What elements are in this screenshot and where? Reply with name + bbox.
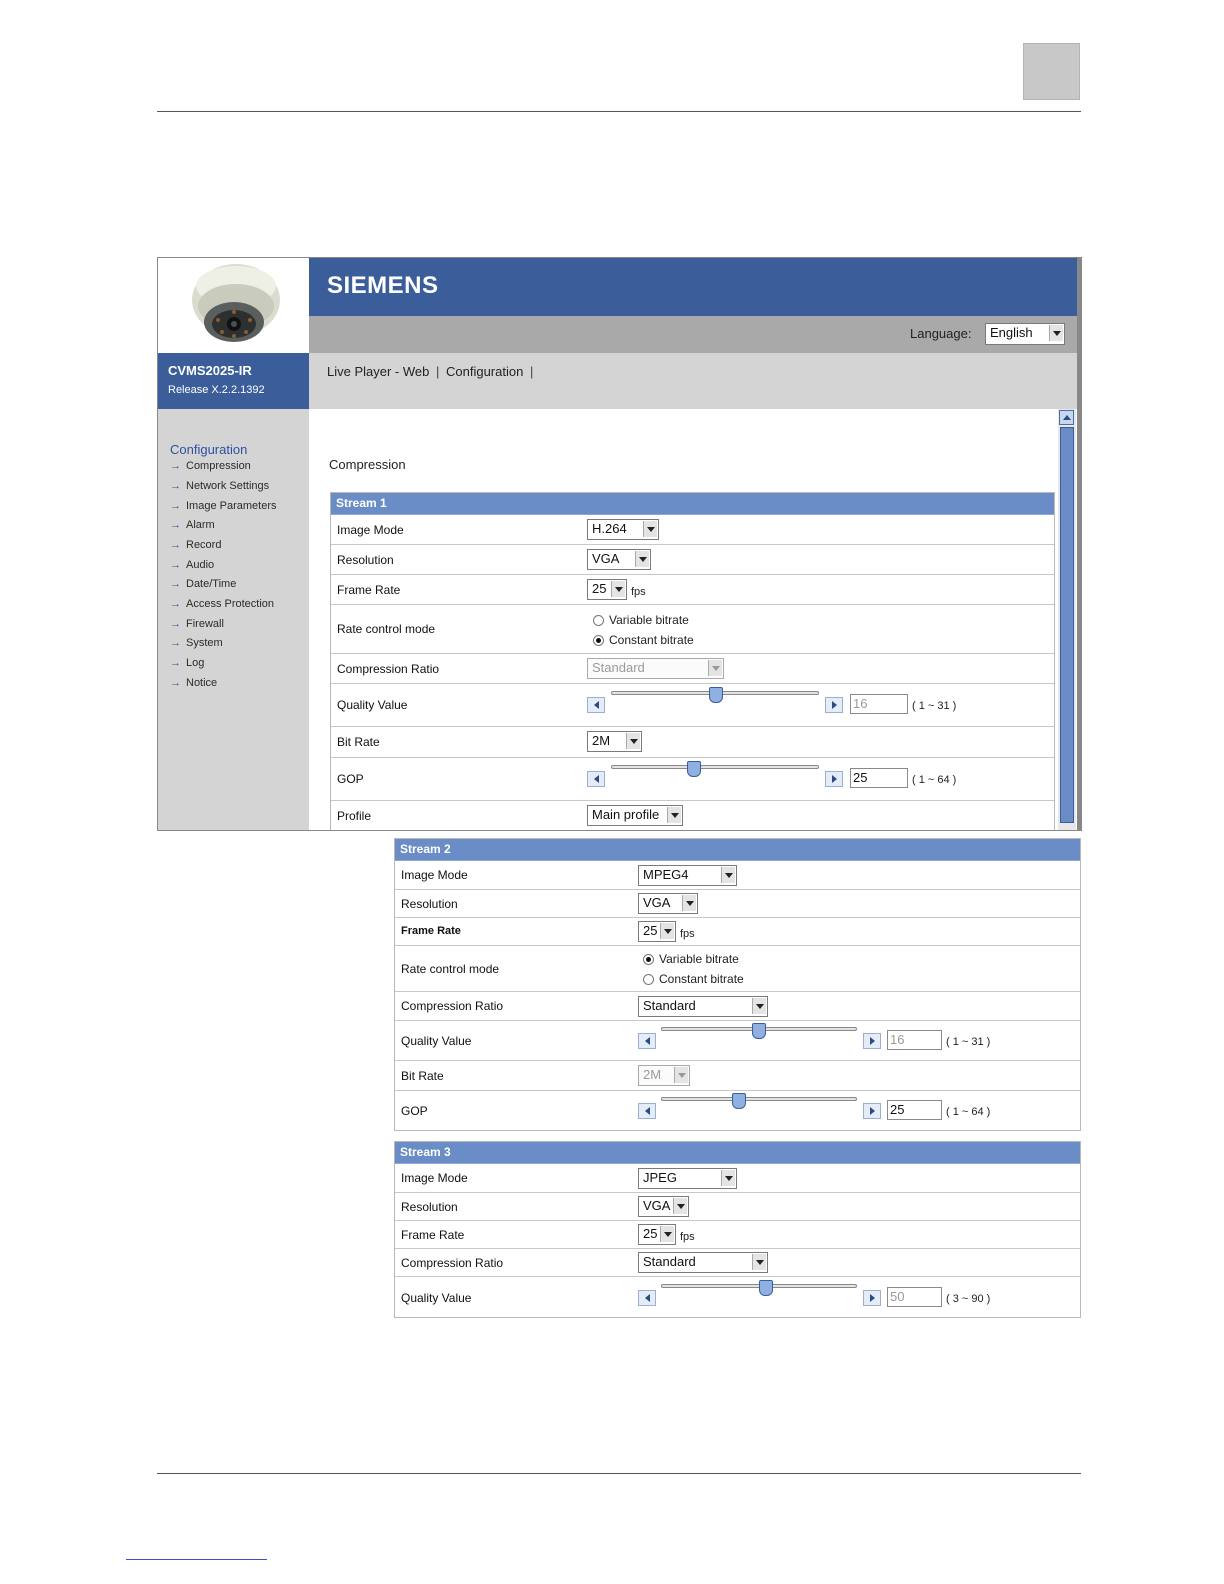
row-label: Image Mode <box>401 1171 468 1185</box>
sidebar-item-label: Firewall <box>186 618 224 630</box>
top-nav-links <box>327 364 536 379</box>
select-value: Standard <box>643 998 696 1013</box>
sidebar-item-label: Log <box>186 657 205 669</box>
quality-range: ( 3 ~ 90 ) <box>946 1293 991 1305</box>
row-label: Resolution <box>337 553 394 567</box>
fps-unit: fps <box>631 586 646 598</box>
row-label: Frame Rate <box>401 1228 465 1242</box>
sidebar-item-label: Notice <box>186 677 218 689</box>
chevron-down-icon <box>1049 325 1063 341</box>
slider-increase-button[interactable] <box>863 1103 881 1119</box>
slider-decrease-button[interactable] <box>638 1033 656 1049</box>
sidebar-item-label: System <box>186 637 223 649</box>
right-arrow-icon: → <box>170 637 181 649</box>
radio-button <box>643 954 654 965</box>
release-version: Release X.2.2.1392 <box>168 384 265 396</box>
stream2-resolution-row <box>395 890 1080 918</box>
slider-decrease-button[interactable] <box>638 1290 656 1306</box>
radio-label: Variable bitrate <box>659 952 739 966</box>
scroll-up-icon[interactable] <box>1059 410 1074 425</box>
stream1-constant-bitrate-radio[interactable] <box>593 633 694 647</box>
sidebar-item-label: Alarm <box>186 519 215 531</box>
row-label: Rate control mode <box>337 622 436 636</box>
vertical-scrollbar[interactable] <box>1058 409 1076 831</box>
nav-separator: | <box>529 364 534 379</box>
stream1-gop-input[interactable]: 25 <box>850 768 908 788</box>
chevron-down-icon <box>611 581 625 597</box>
stream3-frame-rate-select[interactable] <box>638 1224 676 1245</box>
select-value: Standard <box>643 1254 696 1269</box>
sidebar-heading[interactable]: Configuration <box>170 442 248 457</box>
device-info <box>158 353 309 409</box>
nav-live-player[interactable]: Live Player - Web <box>327 364 430 379</box>
chevron-down-icon <box>721 867 735 883</box>
stream3-image-mode-select[interactable] <box>638 1168 737 1189</box>
fps-unit: fps <box>680 1231 695 1243</box>
row-label: GOP <box>337 772 364 786</box>
select-value: 2M <box>643 1067 662 1082</box>
gop-slider-thumb[interactable] <box>687 761 701 777</box>
right-arrow-icon: → <box>170 578 181 590</box>
chevron-down-icon <box>708 660 722 676</box>
stream2-image-mode-select[interactable] <box>638 865 737 886</box>
right-arrow-icon: → <box>170 657 181 669</box>
stream2-frame-rate-row <box>395 918 1080 946</box>
stream3-resolution-select[interactable] <box>638 1196 689 1217</box>
fps-unit: fps <box>680 928 695 940</box>
footer-link-underline <box>126 1559 267 1560</box>
stream2-bit-rate-row <box>395 1061 1080 1091</box>
stream3-panel <box>394 1141 1081 1318</box>
stream3-compression-ratio-select[interactable] <box>638 1252 768 1273</box>
footer-rule <box>157 1473 1081 1474</box>
sidebar <box>158 409 309 831</box>
stream1-image-mode-select[interactable] <box>587 519 659 540</box>
row-label: Bit Rate <box>401 1069 444 1083</box>
stream1-profile-row <box>331 801 1054 831</box>
sidebar-item-image-parameters[interactable] <box>170 500 276 512</box>
language-label: Language: <box>910 326 972 341</box>
radio-label: Variable bitrate <box>609 613 689 627</box>
scrollbar-thumb[interactable] <box>1060 427 1074 823</box>
radio-button <box>643 974 654 985</box>
sidebar-item-network-settings[interactable] <box>170 480 269 492</box>
sidebar-item-label: Network Settings <box>186 480 270 492</box>
gop-range: ( 1 ~ 64 ) <box>912 774 957 786</box>
stream1-gop-row <box>331 758 1054 801</box>
stream2-rate-control-row <box>395 946 1080 992</box>
row-label: Bit Rate <box>337 735 380 749</box>
select-value: H.264 <box>592 521 627 536</box>
stream2-gop-input[interactable]: 25 <box>887 1100 942 1120</box>
select-value: 25 <box>643 923 658 938</box>
stream1-rate-control-row <box>331 605 1054 654</box>
row-label: Compression Ratio <box>401 999 504 1013</box>
stream2-image-mode-row <box>395 861 1080 890</box>
stream1-quality-input[interactable]: 16 <box>850 694 908 714</box>
stream2-title: Stream 2 <box>395 839 1080 861</box>
right-arrow-icon: → <box>170 500 181 512</box>
chevron-down-icon <box>673 1198 687 1214</box>
slider-increase-button[interactable] <box>825 771 843 787</box>
select-value: Main profile <box>592 807 660 822</box>
chevron-down-icon <box>682 895 696 911</box>
sidebar-item-log[interactable] <box>170 657 204 669</box>
right-arrow-icon: → <box>170 460 181 472</box>
sidebar-item-label: Record <box>186 539 222 551</box>
right-arrow-icon: → <box>170 480 181 492</box>
select-value: Standard <box>592 660 645 675</box>
sidebar-item-label: Compression <box>186 460 251 472</box>
stream2-variable-bitrate-radio[interactable] <box>643 952 739 966</box>
chevron-down-icon <box>721 1170 735 1186</box>
select-value: JPEG <box>643 1170 677 1185</box>
radio-button <box>593 635 604 646</box>
stream1-compression-ratio-row <box>331 654 1054 684</box>
stream3-resolution-row <box>395 1193 1080 1221</box>
dome-camera-icon <box>158 258 309 353</box>
language-bar <box>309 316 1077 353</box>
chevron-down-icon <box>752 998 766 1014</box>
sidebar-item-firewall[interactable] <box>170 618 224 630</box>
select-value: VGA <box>643 895 671 910</box>
stream1-title: Stream 1 <box>331 493 1054 515</box>
stream3-image-mode-row <box>395 1164 1080 1193</box>
quality-range: ( 1 ~ 31 ) <box>946 1036 991 1048</box>
language-select[interactable] <box>985 323 1065 345</box>
stream2-compression-ratio-select[interactable] <box>638 996 768 1017</box>
row-label: Resolution <box>401 1200 458 1214</box>
stream3-frame-rate-row <box>395 1221 1080 1249</box>
stream1-profile-select[interactable] <box>587 805 683 826</box>
sidebar-item-notice[interactable] <box>170 677 217 689</box>
right-arrow-icon: → <box>170 559 181 571</box>
slider-increase-button[interactable] <box>863 1033 881 1049</box>
camera-image-area <box>158 258 309 353</box>
header-rule <box>157 111 1081 112</box>
row-label: Frame Rate <box>401 925 461 937</box>
row-label: Quality Value <box>337 698 408 712</box>
sidebar-item-access-protection[interactable] <box>170 598 274 610</box>
nav-separator: | <box>435 364 440 379</box>
stream3-title: Stream 3 <box>395 1142 1080 1164</box>
stream1-resolution-select[interactable] <box>587 549 651 570</box>
quality-slider-thumb[interactable] <box>709 687 723 703</box>
chevron-down-icon <box>752 1254 766 1270</box>
stream3-quality-input[interactable]: 50 <box>887 1287 942 1307</box>
row-label: Frame Rate <box>337 583 401 597</box>
sidebar-item-audio[interactable] <box>170 559 214 571</box>
sidebar-item-datetime[interactable] <box>170 578 236 590</box>
language-select-value: English <box>990 325 1033 340</box>
select-value: 25 <box>643 1226 658 1241</box>
frame-edge <box>1077 258 1081 831</box>
select-value: 25 <box>592 581 607 596</box>
row-label: Profile <box>337 809 372 823</box>
stream2-gop-row <box>395 1091 1080 1131</box>
slider-increase-button[interactable] <box>863 1290 881 1306</box>
gop-slider-track[interactable] <box>661 1097 857 1101</box>
chevron-down-icon <box>626 733 640 749</box>
stream2-quality-row <box>395 1021 1080 1061</box>
main-content <box>309 409 1077 831</box>
stream2-resolution-select[interactable] <box>638 893 698 914</box>
row-label: Resolution <box>401 897 458 911</box>
stream1-frame-rate-select[interactable] <box>587 579 627 600</box>
chevron-down-icon <box>674 1067 688 1083</box>
row-label: Compression Ratio <box>337 662 440 676</box>
sidebar-item-compression[interactable] <box>170 460 251 472</box>
row-label: Quality Value <box>401 1034 472 1048</box>
chevron-down-icon <box>660 1226 674 1242</box>
nav-configuration[interactable]: Configuration <box>446 364 524 379</box>
radio-label: Constant bitrate <box>659 972 744 986</box>
row-label: Image Mode <box>401 868 468 882</box>
quality-slider-thumb[interactable] <box>759 1280 773 1296</box>
select-value: VGA <box>643 1198 671 1213</box>
stream2-panel <box>394 838 1081 1131</box>
page-corner-box <box>1023 43 1080 100</box>
right-arrow-icon: → <box>170 618 181 630</box>
slider-increase-button[interactable] <box>825 697 843 713</box>
chevron-down-icon <box>635 551 649 567</box>
top-nav <box>309 353 1077 409</box>
stream3-quality-row <box>395 1277 1080 1318</box>
sidebar-item-label: Audio <box>186 559 215 571</box>
stream1-image-mode-row <box>331 515 1054 545</box>
chevron-down-icon <box>667 807 681 823</box>
stream1-quality-row <box>331 684 1054 727</box>
sidebar-item-system[interactable] <box>170 637 223 649</box>
stream1-compression-ratio-select[interactable] <box>587 658 724 679</box>
stream1-bit-rate-select[interactable] <box>587 731 642 752</box>
row-label: Rate control mode <box>401 962 500 976</box>
right-arrow-icon: → <box>170 519 181 531</box>
stream2-constant-bitrate-radio[interactable] <box>643 972 744 986</box>
sidebar-item-label: Access Protection <box>186 598 275 610</box>
gop-slider-thumb[interactable] <box>732 1093 746 1109</box>
right-arrow-icon: → <box>170 598 181 610</box>
page-title: Compression <box>329 457 406 472</box>
quality-range: ( 1 ~ 31 ) <box>912 700 957 712</box>
row-label: GOP <box>401 1104 428 1118</box>
row-label: Image Mode <box>337 523 404 537</box>
sidebar-item-record[interactable] <box>170 539 221 551</box>
stream1-frame-rate-row <box>331 575 1054 605</box>
chevron-down-icon <box>643 521 657 537</box>
sidebar-item-label: Image Parameters <box>186 500 277 512</box>
stream1-resolution-row <box>331 545 1054 575</box>
stream1-bit-rate-row <box>331 727 1054 758</box>
select-value: VGA <box>592 551 620 566</box>
slider-decrease-button[interactable] <box>587 697 605 713</box>
sidebar-item-label: Date/Time <box>186 578 237 590</box>
stream2-bit-rate-select[interactable] <box>638 1065 690 1086</box>
camera-web-ui <box>157 257 1082 831</box>
gop-range: ( 1 ~ 64 ) <box>946 1106 991 1118</box>
right-arrow-icon: → <box>170 539 181 551</box>
brand-logo: SIEMENS <box>327 272 439 299</box>
slider-decrease-button[interactable] <box>638 1103 656 1119</box>
chevron-down-icon <box>660 923 674 939</box>
radio-button <box>593 615 604 626</box>
row-label: Compression Ratio <box>401 1256 504 1270</box>
quality-slider-thumb[interactable] <box>752 1023 766 1039</box>
gop-slider-track[interactable] <box>611 765 819 769</box>
stream3-compression-ratio-row <box>395 1249 1080 1277</box>
select-value: 2M <box>592 733 611 748</box>
slider-decrease-button[interactable] <box>587 771 605 787</box>
select-value: MPEG4 <box>643 867 689 882</box>
right-arrow-icon: → <box>170 677 181 689</box>
stream2-frame-rate-select[interactable] <box>638 921 676 942</box>
sidebar-item-alarm[interactable] <box>170 519 215 531</box>
device-name: CVMS2025-IR <box>168 363 252 378</box>
row-label: Quality Value <box>401 1291 472 1305</box>
radio-label: Constant bitrate <box>609 633 694 647</box>
stream1-variable-bitrate-radio[interactable] <box>593 613 689 627</box>
stream2-quality-input[interactable]: 16 <box>887 1030 942 1050</box>
stream1-panel <box>330 492 1055 831</box>
brand-bar <box>309 258 1077 316</box>
stream2-compression-ratio-row <box>395 992 1080 1021</box>
